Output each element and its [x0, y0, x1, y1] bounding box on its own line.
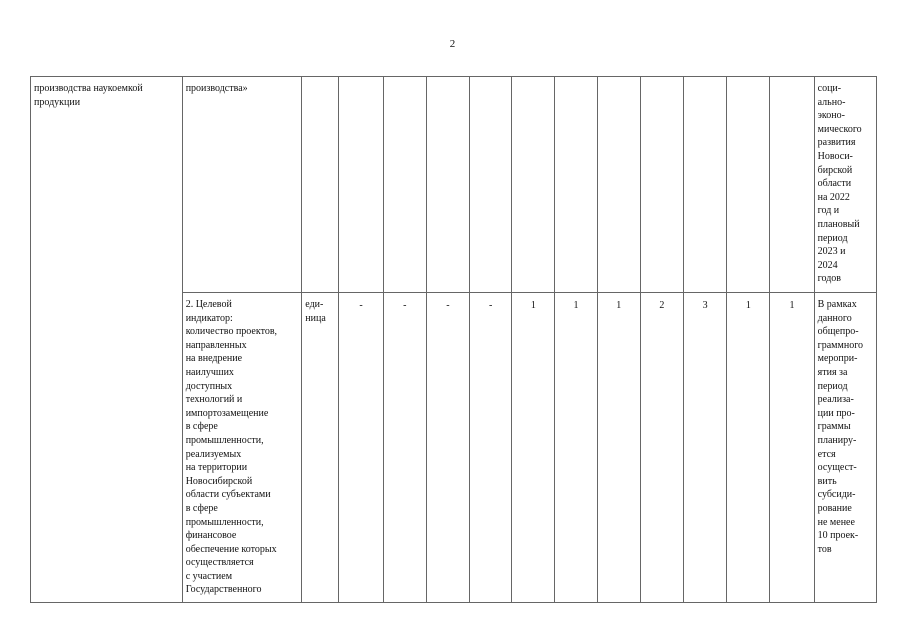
table-cell [640, 77, 683, 293]
value-cell: - [470, 293, 512, 603]
value-cell: 1 [555, 293, 597, 603]
value-cell: 3 [684, 293, 727, 603]
activity-cell [182, 77, 302, 293]
table-cell [512, 77, 555, 293]
table-cell [426, 77, 469, 293]
note-cell [814, 293, 876, 603]
table-row [31, 77, 877, 293]
indicator-text: 2. Целевой индикатор: количество проектов, направленных на внедрение наилучших доступных технологий и импортозамещение в сфере промышленности, реализуемых на территории Новосибирской области субъектами в сфере промышленности, финансовое обеспечение которых осуществляется с участием Государственного [185, 299, 278, 596]
value-cell: - [339, 293, 383, 603]
value-cell: 2 [640, 293, 683, 603]
value-cell: 1 [597, 293, 640, 603]
unit-cell [302, 293, 339, 603]
table-cell [727, 77, 770, 293]
unit-text: еди- ница [305, 299, 326, 324]
value-cell: 1 [727, 293, 770, 603]
note-cell [814, 77, 876, 293]
value-cell: 1 [770, 293, 814, 603]
program-name-cell [31, 77, 183, 603]
value-cell: - [426, 293, 469, 603]
activity-text: производства» [185, 83, 248, 94]
indicators-table [30, 76, 877, 603]
table-cell [470, 77, 512, 293]
value-cell: 1 [512, 293, 555, 603]
note-text: соци- ально- эконо- мического развития Новоси- бирской области на 2022 год и плановый период 2023 и 2024 годов [817, 83, 862, 285]
value-cell: - [383, 293, 426, 603]
table-cell [383, 77, 426, 293]
page-number: 2 [449, 38, 456, 50]
indicator-cell [182, 293, 302, 603]
table-cell [770, 77, 814, 293]
table-cell [555, 77, 597, 293]
table-cell [684, 77, 727, 293]
table-cell [302, 77, 339, 293]
note-text: В рамках данного общепро- граммного меропри- ятия за период реализа- ции про- граммы планиру- ется осущест- вить субсиди- рование не менее 10 проек- тов [817, 299, 864, 555]
table-cell [339, 77, 383, 293]
program-name-text: производства наукоемкой продукции [34, 83, 143, 108]
table-cell [597, 77, 640, 293]
